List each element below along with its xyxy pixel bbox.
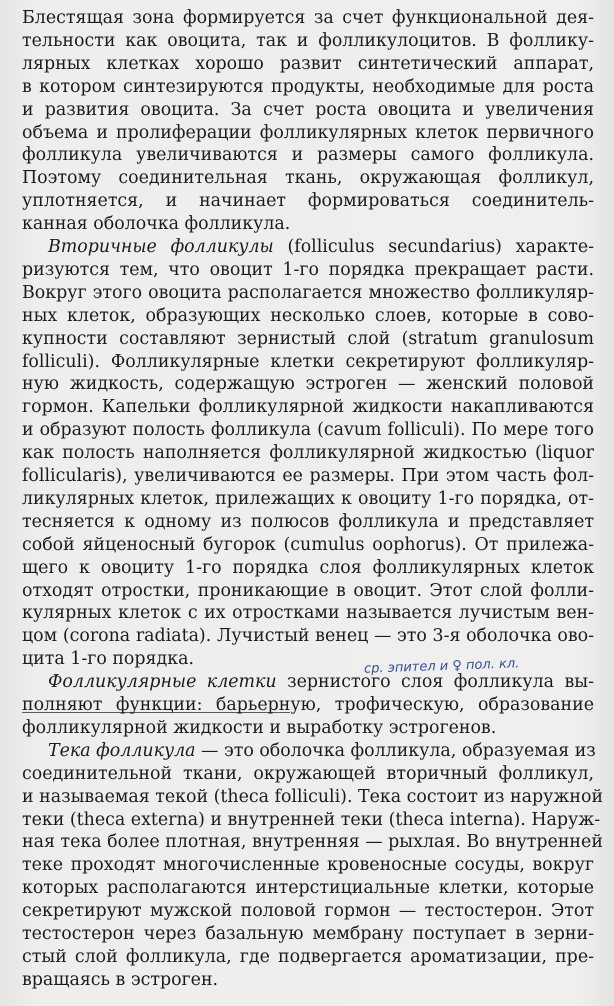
line-text: фолликула увеличиваются и размеры самого фолликула. [22,145,594,166]
line-text: тельности как овоцита, так и фолликулоцитов. В фоллику- [22,30,594,51]
text-line [22,966,594,994]
line-text: ликулярных клеток, прилежащих к овоциту 1-го порядка, от- [22,488,594,509]
line-text: цом (corona radiata). Лучистый венец — это 3-я оболочка ово- [22,626,594,647]
line-text: лярных клетках хорошо развит синтетический аппарат, [22,53,594,74]
line-text: и называемая текой (theca folliculi). Тека состоит из наружной [22,786,604,807]
line-text: Вокруг этого овоцита располагается множество фолликуляр- [22,282,594,303]
line-text: в котором синтезируются продукты, необходимые для роста [22,76,594,97]
line-text: (folliculus secundarius) характе- [273,237,594,257]
line-text: теке проходят многочисленные кровеносные сосуды, вокруг [22,855,594,876]
line-text: цита 1-го порядка. [22,649,194,670]
line-text: собой яйценосный бугорок (cumulus oophorus). От прилежа- [22,534,594,555]
line-text: ризуются тем, что овоцит 1-го порядка прекращает расти. [22,259,594,280]
line-text: фолликулярной жидкости и выработку эстрогенов. [22,717,497,738]
handwritten-margin-note: ср. эпител и ♀ пол. кл. [363,656,520,677]
line-text: щего к овоциту 1-го порядка слоя фолликулярных клеток [22,557,594,578]
line-text: канная оболочка фолликула. [22,214,291,235]
line-text: гормон. Капельки фолликулярной жидкости накапливаются [22,397,594,418]
line-text: отходят отростки, проникающие в овоцит. Этот слой фолли- [22,580,594,601]
line-text: тесняется к одному из полюсов фолликула и представляет [22,511,594,532]
line-text: зернистого слоя фолликула вы- [276,672,594,693]
line-text: folliculi). Фолликулярные клетки секретируют фолликуляр- [22,351,594,372]
line-text: купности составляют зернистый слой (stratum granulosum [22,328,594,349]
line-text: кулярных клеток с их отростками называется лучистым вен- [22,603,594,624]
line-text: вращаясь в эстроген. [22,969,219,990]
line-text: follicularis), увеличиваются ее размеры. При этом часть фол- [22,466,594,486]
line-text: уплотняется, и начинает формироваться соединитель- [22,191,594,212]
italic-term: Фолликулярные клетки [48,672,277,693]
line-text: ная тека более плотная, внутренняя — рыхлая. Во внутренней [22,832,603,853]
line-text: полняют функции: барьерную, трофическую, образование [22,695,594,715]
line-text: и образуют полость фолликула (cavum folliculi). По мере того [22,420,594,441]
line-text: Блестящая зона формируется за счет функциональной дея- [22,8,594,28]
line-text: секретируют мужской половой гормон — тестостерон. Этот [22,901,594,922]
italic-term: Вторичные фолликулы [48,237,274,257]
line-text: стый слой фолликула, где подвергается ароматизации, пре- [22,946,594,967]
line-text: соединительной ткани, окружающей вторичный фолликул, [22,763,594,784]
line-text: как полость наполняется фолликулярной жидкостью (liquor [22,443,594,464]
italic-term: Тека фолликула [48,740,196,761]
line-text: и развития овоцита. За счет роста овоцита и увеличения [22,99,594,120]
line-text: Поэтому соединительная ткань, окружающая фолликул, [22,168,594,189]
line-text: теки (theca externa) и внутренней теки (theca interna). Наруж- [22,809,601,830]
line-text: которых располагаются интерстициальные клетки, которые [22,878,594,899]
line-text: — это оболочка фолликула, образуемая из [195,740,596,761]
line-text: объема и пролиферации фолликулярных клеток первичного [22,122,594,143]
line-text: тестостерон через базальную мембрану поступает в зерни- [22,924,594,944]
line-text: ную жидкость, содержащую эстроген — женский половой [22,374,594,395]
line-text: ных клеток, образующих несколько слоев, которые в сово- [22,305,594,326]
